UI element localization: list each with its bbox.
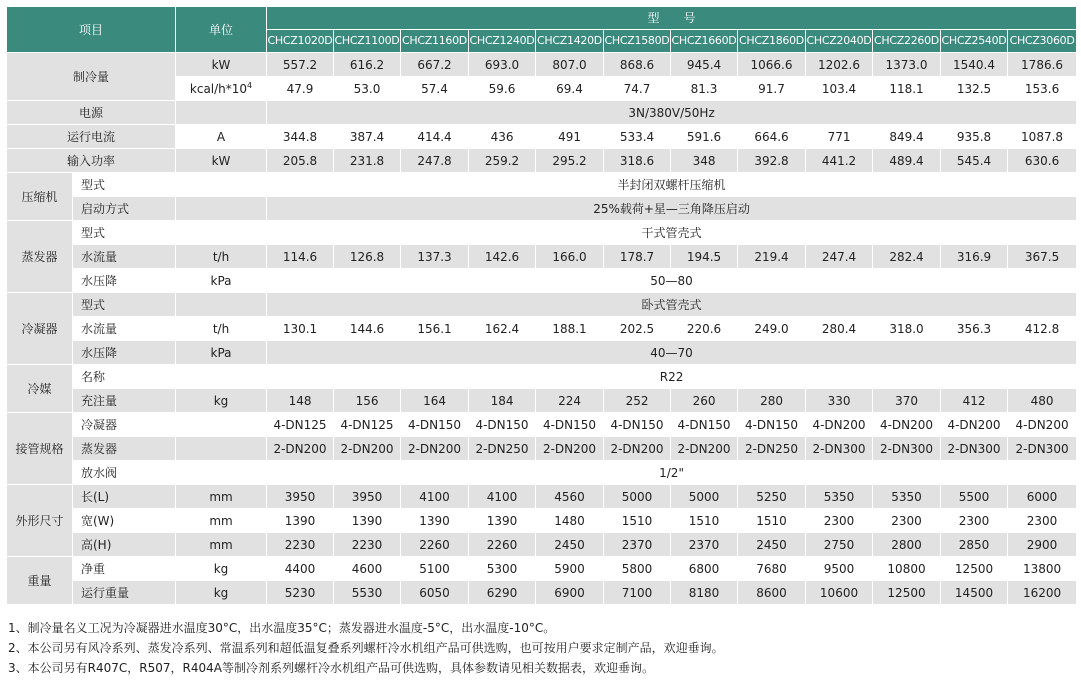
header-item: 项目	[7, 7, 176, 53]
table-row	[7, 221, 1077, 245]
value-cell: 5500	[941, 485, 1008, 509]
value-cell: 2300	[873, 509, 941, 533]
value-cell: 2260	[401, 533, 469, 557]
value-cell: 935.8	[941, 125, 1008, 149]
unit-text: mm	[209, 513, 233, 528]
value-cell: 8180	[671, 581, 738, 605]
value-cell: 2-DN300	[941, 437, 1008, 461]
value-cell: 5350	[873, 485, 941, 509]
table-row	[7, 389, 1077, 413]
value-cell: 1202.6	[806, 53, 873, 77]
value-cell: 69.4	[536, 77, 604, 101]
unit-text: mm	[209, 489, 233, 504]
value-cell: 184	[469, 389, 536, 413]
row-group-label: 电源	[7, 101, 176, 125]
value-cell: 6800	[671, 557, 738, 581]
value-cell: 6000	[1008, 485, 1077, 509]
table-row	[7, 269, 1077, 293]
value-cell: 2230	[267, 533, 334, 557]
value-cell: 412.8	[1008, 317, 1077, 341]
table-row	[7, 53, 1077, 77]
value-cell: 6290	[469, 581, 536, 605]
value-cell: 4-DN150	[469, 413, 536, 437]
unit-text: A	[216, 129, 226, 144]
value-cell: 4560	[536, 485, 604, 509]
value-cell: 259.2	[469, 149, 536, 173]
footnote-1: 1、制冷量名义工况为冷凝器进水温度30°C，出水温度35°C；蒸发器进水温度-5°C，出水温度-10°C。	[8, 621, 556, 635]
value-cell: 57.4	[401, 77, 469, 101]
value-cell: 491	[536, 125, 604, 149]
value-cell: 10800	[873, 557, 941, 581]
value-cell: 4-DN200	[941, 413, 1008, 437]
header-unit: 单位	[176, 7, 267, 53]
value-cell: 2-DN300	[873, 437, 941, 461]
row-unit	[176, 437, 267, 461]
value-cell: 807.0	[536, 53, 604, 77]
value-cell: 4-DN200	[1008, 413, 1077, 437]
row-unit	[176, 509, 267, 533]
value-cell: 118.1	[873, 77, 941, 101]
value-cell: 142.6	[469, 245, 536, 269]
value-cell: 441.2	[806, 149, 873, 173]
value-cell: 164	[401, 389, 469, 413]
value-cell: 5300	[469, 557, 536, 581]
value-cell: 868.6	[604, 53, 671, 77]
table-row	[7, 245, 1077, 269]
value-cell: 2370	[604, 533, 671, 557]
value-cell: 47.9	[267, 77, 334, 101]
value-cell: 2-DN200	[334, 437, 401, 461]
unit-text: mm	[209, 537, 233, 552]
value-cell: 664.6	[738, 125, 806, 149]
model-header: CHCZ2040D	[806, 30, 873, 53]
value-cell: 2300	[1008, 509, 1077, 533]
spanning-value: 半封闭双螺杆压缩机	[267, 173, 1077, 197]
row-sub-label: 名称	[73, 365, 176, 389]
spanning-value: 1/2"	[267, 461, 1077, 485]
row-group-label: 冷媒	[7, 365, 73, 413]
table-row	[7, 485, 1077, 509]
row-sub-label: 水压降	[73, 341, 176, 365]
value-cell: 945.4	[671, 53, 738, 77]
value-cell: 1390	[401, 509, 469, 533]
row-unit	[176, 125, 267, 149]
value-cell: 2230	[334, 533, 401, 557]
row-unit	[176, 557, 267, 581]
spanning-value: 卧式管壳式	[267, 293, 1077, 317]
value-cell: 344.8	[267, 125, 334, 149]
value-cell: 2-DN200	[604, 437, 671, 461]
value-cell: 1480	[536, 509, 604, 533]
row-unit	[176, 221, 267, 245]
value-cell: 1373.0	[873, 53, 941, 77]
table-row	[7, 293, 1077, 317]
row-group-label: 接管规格	[7, 413, 73, 485]
value-cell: 4-DN150	[536, 413, 604, 437]
value-cell: 318.0	[873, 317, 941, 341]
model-header: CHCZ3060D	[1008, 30, 1077, 53]
value-cell: 2850	[941, 533, 1008, 557]
value-cell: 2900	[1008, 533, 1077, 557]
row-sub-label: 型式	[73, 173, 176, 197]
row-group-label: 运行电流	[7, 125, 176, 149]
value-cell: 4-DN125	[267, 413, 334, 437]
row-sub-label: 水流量	[73, 245, 176, 269]
row-group-label: 蒸发器	[7, 221, 73, 293]
value-cell: 156	[334, 389, 401, 413]
value-cell: 1087.8	[1008, 125, 1077, 149]
value-cell: 2-DN300	[1008, 437, 1077, 461]
value-cell: 370	[873, 389, 941, 413]
value-cell: 205.8	[267, 149, 334, 173]
model-header: CHCZ1240D	[469, 30, 536, 53]
spanning-value: 50—80	[267, 269, 1077, 293]
value-cell: 4-DN200	[873, 413, 941, 437]
table-row	[7, 173, 1077, 197]
row-sub-label: 水压降	[73, 269, 176, 293]
value-cell: 2-DN250	[738, 437, 806, 461]
row-unit	[176, 245, 267, 269]
value-cell: 545.4	[941, 149, 1008, 173]
value-cell: 4-DN125	[334, 413, 401, 437]
value-cell: 260	[671, 389, 738, 413]
value-cell: 1390	[469, 509, 536, 533]
row-sub-label: 长(L)	[73, 485, 176, 509]
row-unit	[176, 53, 267, 77]
value-cell: 318.6	[604, 149, 671, 173]
value-cell: 4400	[267, 557, 334, 581]
row-unit	[176, 485, 267, 509]
value-cell: 591.6	[671, 125, 738, 149]
row-unit	[176, 173, 267, 197]
table-row	[7, 101, 1077, 125]
table-row	[7, 365, 1077, 389]
value-cell: 4-DN200	[806, 413, 873, 437]
value-cell: 436	[469, 125, 536, 149]
value-cell: 412	[941, 389, 1008, 413]
value-cell: 356.3	[941, 317, 1008, 341]
unit-text: kg	[213, 585, 229, 600]
model-header: CHCZ1580D	[604, 30, 671, 53]
spanning-value: 40—70	[267, 341, 1077, 365]
row-unit	[176, 149, 267, 173]
model-header: CHCZ2540D	[941, 30, 1008, 53]
value-cell: 4-DN150	[738, 413, 806, 437]
value-cell: 3950	[267, 485, 334, 509]
spec-table	[6, 6, 1077, 605]
value-cell: 5100	[401, 557, 469, 581]
unit-text: kW	[211, 153, 231, 168]
value-cell: 231.8	[334, 149, 401, 173]
spanning-value: 3N/380V/50Hz	[267, 101, 1077, 125]
model-header: CHCZ1020D	[267, 30, 334, 53]
row-sub-label: 高(H)	[73, 533, 176, 557]
value-cell: 2800	[873, 533, 941, 557]
value-cell: 252	[604, 389, 671, 413]
value-cell: 2260	[469, 533, 536, 557]
value-cell: 126.8	[334, 245, 401, 269]
value-cell: 166.0	[536, 245, 604, 269]
value-cell: 162.4	[469, 317, 536, 341]
value-cell: 2-DN200	[536, 437, 604, 461]
row-sub-label: 型式	[73, 221, 176, 245]
row-sub-label: 水流量	[73, 317, 176, 341]
row-sub-label: 宽(W)	[73, 509, 176, 533]
table-row	[7, 533, 1077, 557]
value-cell: 557.2	[267, 53, 334, 77]
spanning-value: 25%载荷+星—三角降压启动	[267, 197, 1077, 221]
value-cell: 137.3	[401, 245, 469, 269]
value-cell: 480	[1008, 389, 1077, 413]
value-cell: 103.4	[806, 77, 873, 101]
row-group-label: 压缩机	[7, 173, 73, 221]
row-unit	[176, 77, 267, 101]
value-cell: 156.1	[401, 317, 469, 341]
table-row	[7, 341, 1077, 365]
value-cell: 202.5	[604, 317, 671, 341]
value-cell: 295.2	[536, 149, 604, 173]
value-cell: 392.8	[738, 149, 806, 173]
value-cell: 249.0	[738, 317, 806, 341]
value-cell: 9500	[806, 557, 873, 581]
value-cell: 144.6	[334, 317, 401, 341]
value-cell: 2-DN250	[469, 437, 536, 461]
value-cell: 1390	[267, 509, 334, 533]
value-cell: 8600	[738, 581, 806, 605]
row-unit	[176, 389, 267, 413]
value-cell: 12500	[941, 557, 1008, 581]
header-model: 型 号	[267, 7, 1077, 30]
value-cell: 693.0	[469, 53, 536, 77]
value-cell: 5800	[604, 557, 671, 581]
footnote-3: 3、本公司另有R407C，R507，R404A等制冷剂系列螺杆冷水机组产品可供选购，具体参数请见相关数据表，欢迎垂询。	[8, 661, 654, 675]
unit-text: kW	[211, 57, 231, 72]
value-cell: 280	[738, 389, 806, 413]
value-cell: 5230	[267, 581, 334, 605]
value-cell: 1510	[604, 509, 671, 533]
value-cell: 4100	[401, 485, 469, 509]
row-sub-label: 蒸发器	[73, 437, 176, 461]
table-row	[7, 197, 1077, 221]
table-row	[7, 437, 1077, 461]
spanning-value: 干式管壳式	[267, 221, 1077, 245]
value-cell: 1390	[334, 509, 401, 533]
value-cell: 414.4	[401, 125, 469, 149]
value-cell: 316.9	[941, 245, 1008, 269]
value-cell: 367.5	[1008, 245, 1077, 269]
value-cell: 6900	[536, 581, 604, 605]
value-cell: 91.7	[738, 77, 806, 101]
value-cell: 220.6	[671, 317, 738, 341]
value-cell: 533.4	[604, 125, 671, 149]
row-group-label: 制冷量	[7, 53, 176, 101]
value-cell: 7680	[738, 557, 806, 581]
value-cell: 1786.6	[1008, 53, 1077, 77]
value-cell: 1510	[671, 509, 738, 533]
value-cell: 59.6	[469, 77, 536, 101]
row-unit	[176, 461, 267, 485]
value-cell: 132.5	[941, 77, 1008, 101]
value-cell: 219.4	[738, 245, 806, 269]
value-cell: 282.4	[873, 245, 941, 269]
unit-text: kg	[213, 561, 229, 576]
value-cell: 616.2	[334, 53, 401, 77]
value-cell: 1066.6	[738, 53, 806, 77]
value-cell: 153.6	[1008, 77, 1077, 101]
value-cell: 224	[536, 389, 604, 413]
value-cell: 2-DN200	[267, 437, 334, 461]
value-cell: 2750	[806, 533, 873, 557]
unit-text: t/h	[212, 321, 230, 336]
table-row	[7, 317, 1077, 341]
table-row	[7, 149, 1077, 173]
value-cell: 247.4	[806, 245, 873, 269]
row-group-label: 输入功率	[7, 149, 176, 173]
value-cell: 5900	[536, 557, 604, 581]
row-group-label: 重量	[7, 557, 73, 605]
table-row	[7, 509, 1077, 533]
row-unit	[176, 317, 267, 341]
value-cell: 4-DN150	[604, 413, 671, 437]
model-header: CHCZ1100D	[334, 30, 401, 53]
value-cell: 6050	[401, 581, 469, 605]
value-cell: 2-DN200	[671, 437, 738, 461]
footnote-2: 2、本公司另有风冷系列、蒸发冷系列、常温系列和超低温复叠系列螺杆冷水机组产品可供选购，也可按用户要求定制产品，欢迎垂询。	[8, 641, 724, 655]
value-cell: 330	[806, 389, 873, 413]
unit-text: kPa	[210, 345, 232, 360]
value-cell: 14500	[941, 581, 1008, 605]
value-cell: 74.7	[604, 77, 671, 101]
value-cell: 130.1	[267, 317, 334, 341]
value-cell: 12500	[873, 581, 941, 605]
row-group-label: 冷凝器	[7, 293, 73, 365]
value-cell: 667.2	[401, 53, 469, 77]
value-cell: 53.0	[334, 77, 401, 101]
row-unit	[176, 269, 267, 293]
table-row	[7, 581, 1077, 605]
unit-text: kPa	[210, 273, 232, 288]
row-unit	[176, 581, 267, 605]
value-cell: 178.7	[604, 245, 671, 269]
value-cell: 771	[806, 125, 873, 149]
row-unit	[176, 365, 267, 389]
value-cell: 2-DN200	[401, 437, 469, 461]
model-header: CHCZ2260D	[873, 30, 941, 53]
row-sub-label: 充注量	[73, 389, 176, 413]
row-sub-label: 净重	[73, 557, 176, 581]
unit-text: kg	[213, 393, 229, 408]
value-cell: 5000	[604, 485, 671, 509]
value-cell: 5350	[806, 485, 873, 509]
value-cell: 5000	[671, 485, 738, 509]
row-unit	[176, 293, 267, 317]
value-cell: 387.4	[334, 125, 401, 149]
value-cell: 2300	[806, 509, 873, 533]
value-cell: 1510	[738, 509, 806, 533]
value-cell: 5250	[738, 485, 806, 509]
row-unit	[176, 101, 267, 125]
unit-superscript: 4	[247, 80, 253, 90]
row-sub-label: 放水阀	[73, 461, 176, 485]
row-unit	[176, 413, 267, 437]
model-header: CHCZ1420D	[536, 30, 604, 53]
row-sub-label: 冷凝器	[73, 413, 176, 437]
value-cell: 148	[267, 389, 334, 413]
value-cell: 10600	[806, 581, 873, 605]
footnotes	[8, 618, 724, 678]
value-cell: 194.5	[671, 245, 738, 269]
table-row	[7, 413, 1077, 437]
model-header: CHCZ1160D	[401, 30, 469, 53]
value-cell: 5530	[334, 581, 401, 605]
value-cell: 2-DN300	[806, 437, 873, 461]
value-cell: 3950	[334, 485, 401, 509]
table-row	[7, 125, 1077, 149]
value-cell: 2300	[941, 509, 1008, 533]
value-cell: 114.6	[267, 245, 334, 269]
value-cell: 2450	[536, 533, 604, 557]
row-group-label: 外形尺寸	[7, 485, 73, 557]
value-cell: 348	[671, 149, 738, 173]
model-header: CHCZ1660D	[671, 30, 738, 53]
value-cell: 280.4	[806, 317, 873, 341]
model-header: CHCZ1860D	[738, 30, 806, 53]
value-cell: 4-DN150	[401, 413, 469, 437]
value-cell: 4600	[334, 557, 401, 581]
value-cell: 4100	[469, 485, 536, 509]
value-cell: 849.4	[873, 125, 941, 149]
value-cell: 2370	[671, 533, 738, 557]
value-cell: 7100	[604, 581, 671, 605]
row-sub-label: 启动方式	[73, 197, 176, 221]
value-cell: 16200	[1008, 581, 1077, 605]
row-unit	[176, 533, 267, 557]
value-cell: 247.8	[401, 149, 469, 173]
table-row	[7, 461, 1077, 485]
table-row	[7, 557, 1077, 581]
value-cell: 81.3	[671, 77, 738, 101]
spanning-value: R22	[267, 365, 1077, 389]
value-cell: 13800	[1008, 557, 1077, 581]
unit-text: kcal/h*10	[189, 81, 248, 96]
value-cell: 2450	[738, 533, 806, 557]
value-cell: 489.4	[873, 149, 941, 173]
row-sub-label: 型式	[73, 293, 176, 317]
value-cell: 188.1	[536, 317, 604, 341]
value-cell: 4-DN150	[671, 413, 738, 437]
row-unit	[176, 197, 267, 221]
row-unit	[176, 341, 267, 365]
value-cell: 1540.4	[941, 53, 1008, 77]
row-sub-label: 运行重量	[73, 581, 176, 605]
unit-text: t/h	[212, 249, 230, 264]
value-cell: 630.6	[1008, 149, 1077, 173]
